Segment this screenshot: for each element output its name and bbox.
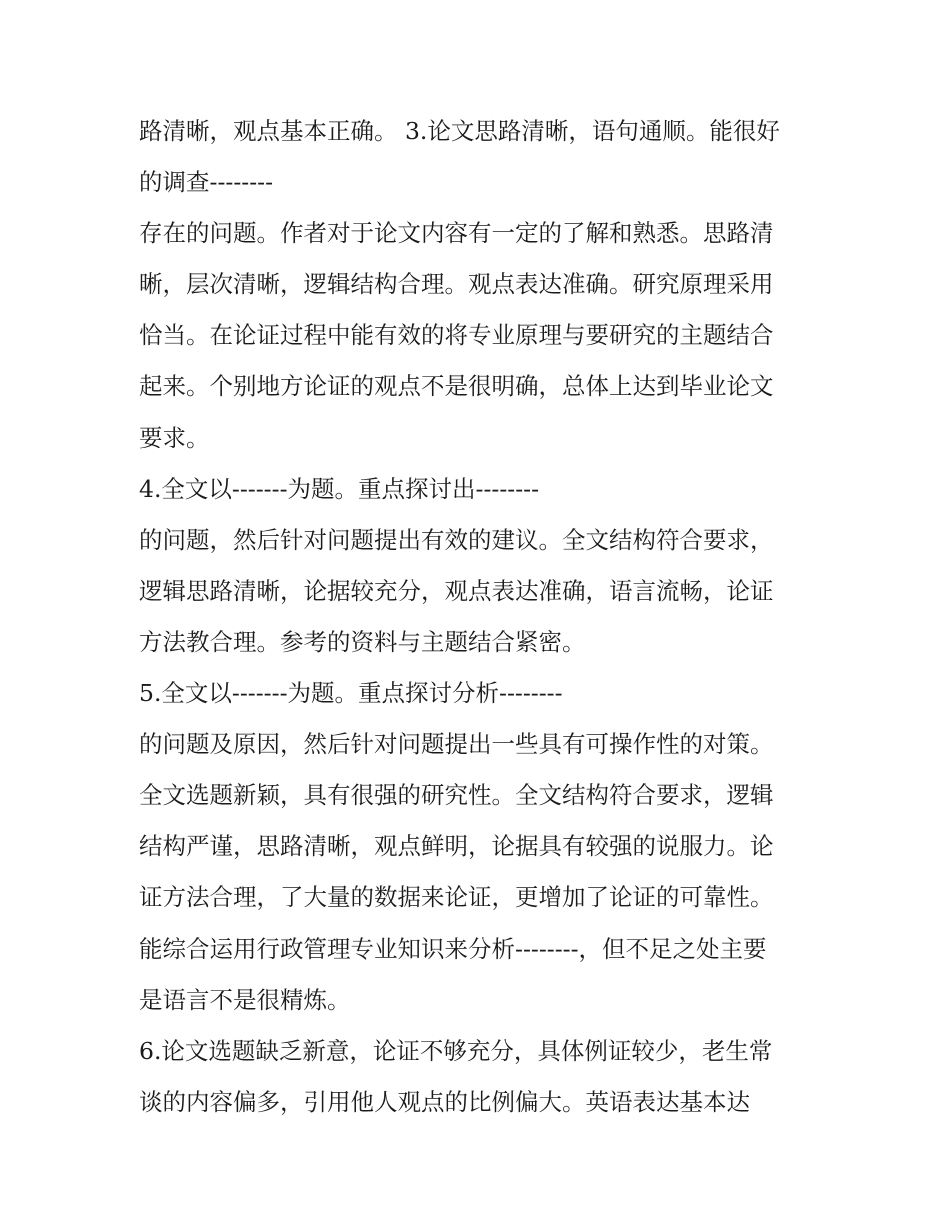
text-line: 5.全文以-------为题。重点探讨分析-------- [139, 679, 563, 708]
text-line: 结构严谨，思路清晰，观点鲜明，论据具有较强的说服力。论 [139, 832, 774, 861]
text-line: 恰当。在论证过程中能有效的将专业原理与要研究的主题结合 [139, 321, 774, 350]
text-line: 路清晰，观点基本正确。 3.论文思路清晰，语句通顺。能很好 [139, 117, 780, 145]
text-line: 要求。 [139, 423, 210, 452]
text-line: 6.论文选题缺乏新意，论证不够充分，具体例证较少，老生常 [139, 1036, 773, 1065]
text-line: 方法教合理。参考的资料与主题结合紧密。 [139, 627, 586, 656]
text-line: 谈的内容偏多，引用他人观点的比例偏大。英语表达基本达 [139, 1087, 750, 1116]
text-line: 存在的问题。作者对于论文内容有一定的了解和熟悉。思路清 [139, 219, 774, 248]
text-line: 的问题，然后针对问题提出有效的建议。全文结构符合要求， [139, 525, 774, 554]
text-line: 的调查-------- [139, 168, 274, 197]
text-line: 证方法合理，了大量的数据来论证，更增加了论证的可靠性。 [139, 883, 774, 912]
text-line: 是语言不是很精炼。 [139, 985, 351, 1014]
text-line: 逻辑思路清晰，论据较充分，观点表达准确，语言流畅，论证 [139, 576, 774, 605]
text-line: 起来。个别地方论证的观点不是很明确，总体上达到毕业论文 [139, 372, 774, 401]
text-line: 全文选题新颖，具有很强的研究性。全文结构符合要求，逻辑 [139, 781, 774, 810]
text-line: 的问题及原因，然后针对问题提出一些具有可操作性的对策。 [139, 730, 774, 759]
text-line: 晰，层次清晰，逻辑结构合理。观点表达准确。研究原理采用 [139, 270, 774, 299]
text-line: 4.全文以-------为题。重点探讨出-------- [139, 474, 540, 503]
text-line: 能综合运用行政管理专业知识来分析--------，但不足之处主要 [139, 934, 767, 963]
body-text [139, 106, 819, 1128]
